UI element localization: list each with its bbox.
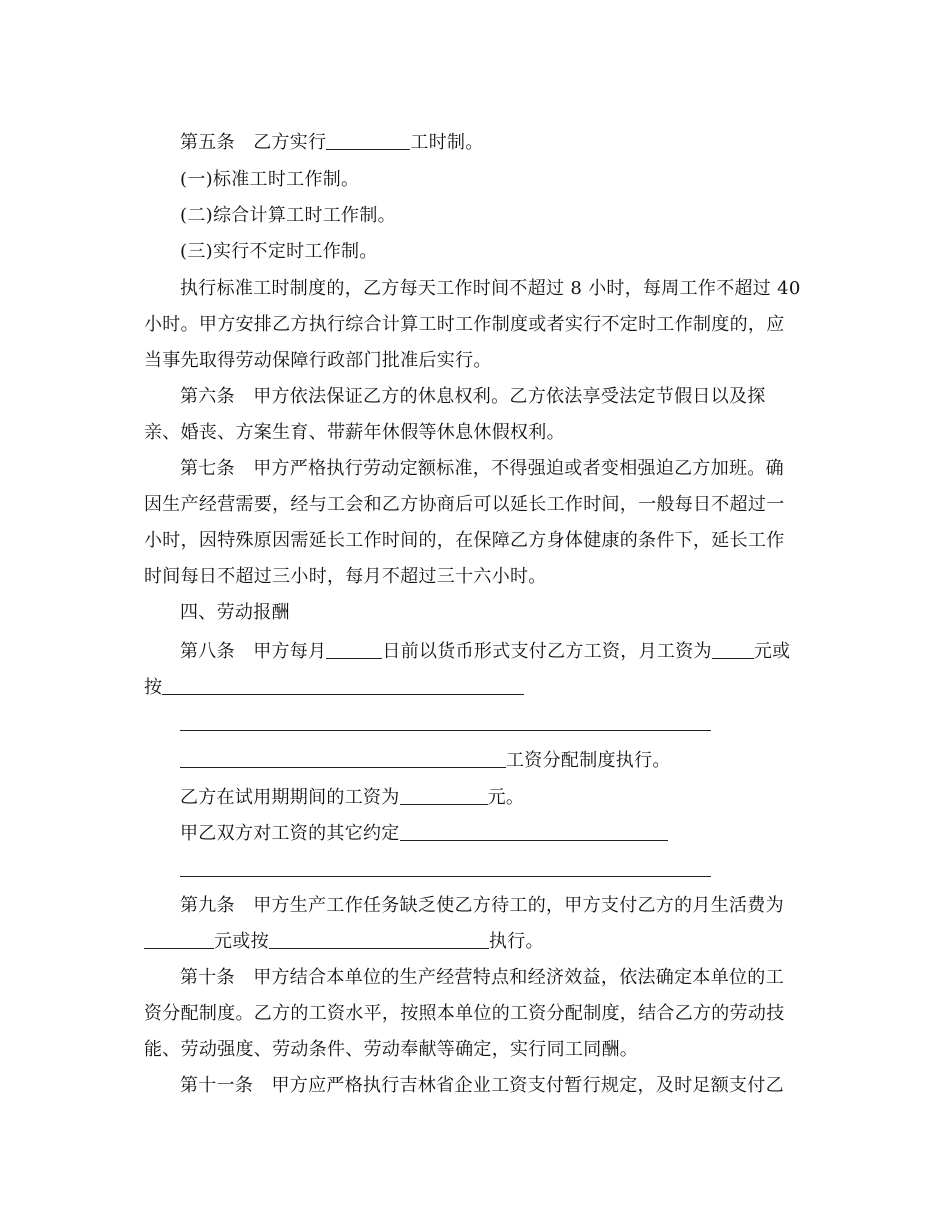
blank-field bbox=[712, 640, 754, 659]
paragraph-line: 亲、婚丧、方案生育、带薪年休假等休息休假权利。 bbox=[144, 422, 565, 443]
living-allowance-text: 元或按 bbox=[214, 931, 269, 952]
salary-system-text: 工资分配制度执行。 bbox=[506, 750, 671, 771]
paragraph-line: 资分配制度。乙方的工资水平，按照本单位的工资分配制度，结合乙方的劳动技 bbox=[144, 1003, 785, 1024]
blank-field bbox=[144, 930, 214, 949]
article-5-text: 第五条 乙方实行 bbox=[180, 132, 327, 153]
paragraph-line: 执行标准工时制度的，乙方每天工作时间不超过 8 小时，每周工作不超过 40 bbox=[180, 278, 801, 299]
article-5-tail: 工时制。 bbox=[410, 132, 484, 153]
blank-field bbox=[400, 786, 488, 805]
living-allowance-line bbox=[144, 930, 544, 954]
paragraph-line: 小时，因特殊原因需延长工作时间的，在保障乙方身体健康的条件下，延长工作 bbox=[144, 530, 785, 551]
probation-salary-tail: 元。 bbox=[487, 787, 525, 808]
blank-field bbox=[326, 131, 410, 150]
blank-field bbox=[162, 676, 524, 695]
option-3: (三)实行不定时工作制。 bbox=[180, 241, 378, 262]
salary-method-line bbox=[144, 676, 524, 700]
paragraph-line: 时间每日不超过三小时，每月不超过三十六小时。 bbox=[144, 566, 547, 587]
paragraph-line: 因生产经营需要，经与工会和乙方协商后可以延长工作时间，一般每日不超过一 bbox=[144, 494, 785, 515]
paragraph-line: 小时。甲方安排乙方执行综合计算工时工作制度或者实行不定时工作制度的，应 bbox=[144, 314, 785, 335]
article-7-line: 第七条 甲方严格执行劳动定额标准，不得强迫或者变相强迫乙方加班。确 bbox=[180, 458, 784, 479]
living-allowance-tail: 执行。 bbox=[488, 931, 544, 952]
blank-field bbox=[400, 822, 668, 841]
blank-field bbox=[269, 930, 489, 949]
salary-method-text: 按 bbox=[144, 677, 163, 698]
other-agreement-text: 甲乙双方对工资的其它约定 bbox=[180, 823, 400, 844]
section-heading: 四、劳动报酬 bbox=[180, 602, 290, 623]
article-8-tail: 元或 bbox=[753, 641, 791, 662]
article-10-line: 第十条 甲方结合本单位的生产经营特点和经济效益，依法确定本单位的工 bbox=[180, 967, 784, 988]
blank-field bbox=[326, 640, 382, 659]
blank-line bbox=[180, 858, 711, 882]
article-6-line: 第六条 甲方依法保证乙方的休息权利。乙方依法享受法定节假日以及探 bbox=[180, 386, 766, 407]
probation-salary-text: 乙方在试用期期间的工资为 bbox=[180, 787, 400, 808]
blank-line bbox=[180, 712, 711, 736]
other-agreement-line bbox=[180, 822, 668, 846]
salary-system-line bbox=[180, 749, 671, 773]
article-9-line: 第九条 甲方生产工作任务缺乏使乙方待工的，甲方支付乙方的月生活费为 bbox=[180, 895, 784, 916]
paragraph-line: 当事先取得劳动保障行政部门批准后实行。 bbox=[144, 350, 492, 371]
article-11-line: 第十一条 甲方应严格执行吉林省企业工资支付暂行规定，及时足额支付乙 bbox=[180, 1075, 784, 1096]
article-8-text: 第八条 甲方每月 bbox=[180, 641, 327, 662]
blank-field bbox=[180, 858, 711, 877]
paragraph-line: 能、劳动强度、劳动条件、劳动奉献等确定，实行同工同酬。 bbox=[144, 1039, 639, 1060]
probation-salary-line bbox=[180, 786, 524, 810]
article-5-line bbox=[180, 131, 484, 155]
blank-field bbox=[180, 712, 711, 731]
option-2: (二)综合计算工时工作制。 bbox=[180, 205, 396, 226]
blank-field bbox=[180, 749, 506, 768]
article-8-text-2: 日前以货币形式支付乙方工资，月工资为 bbox=[382, 641, 712, 662]
option-1: (一)标准工时工作制。 bbox=[180, 169, 360, 190]
article-8-line bbox=[180, 640, 790, 664]
